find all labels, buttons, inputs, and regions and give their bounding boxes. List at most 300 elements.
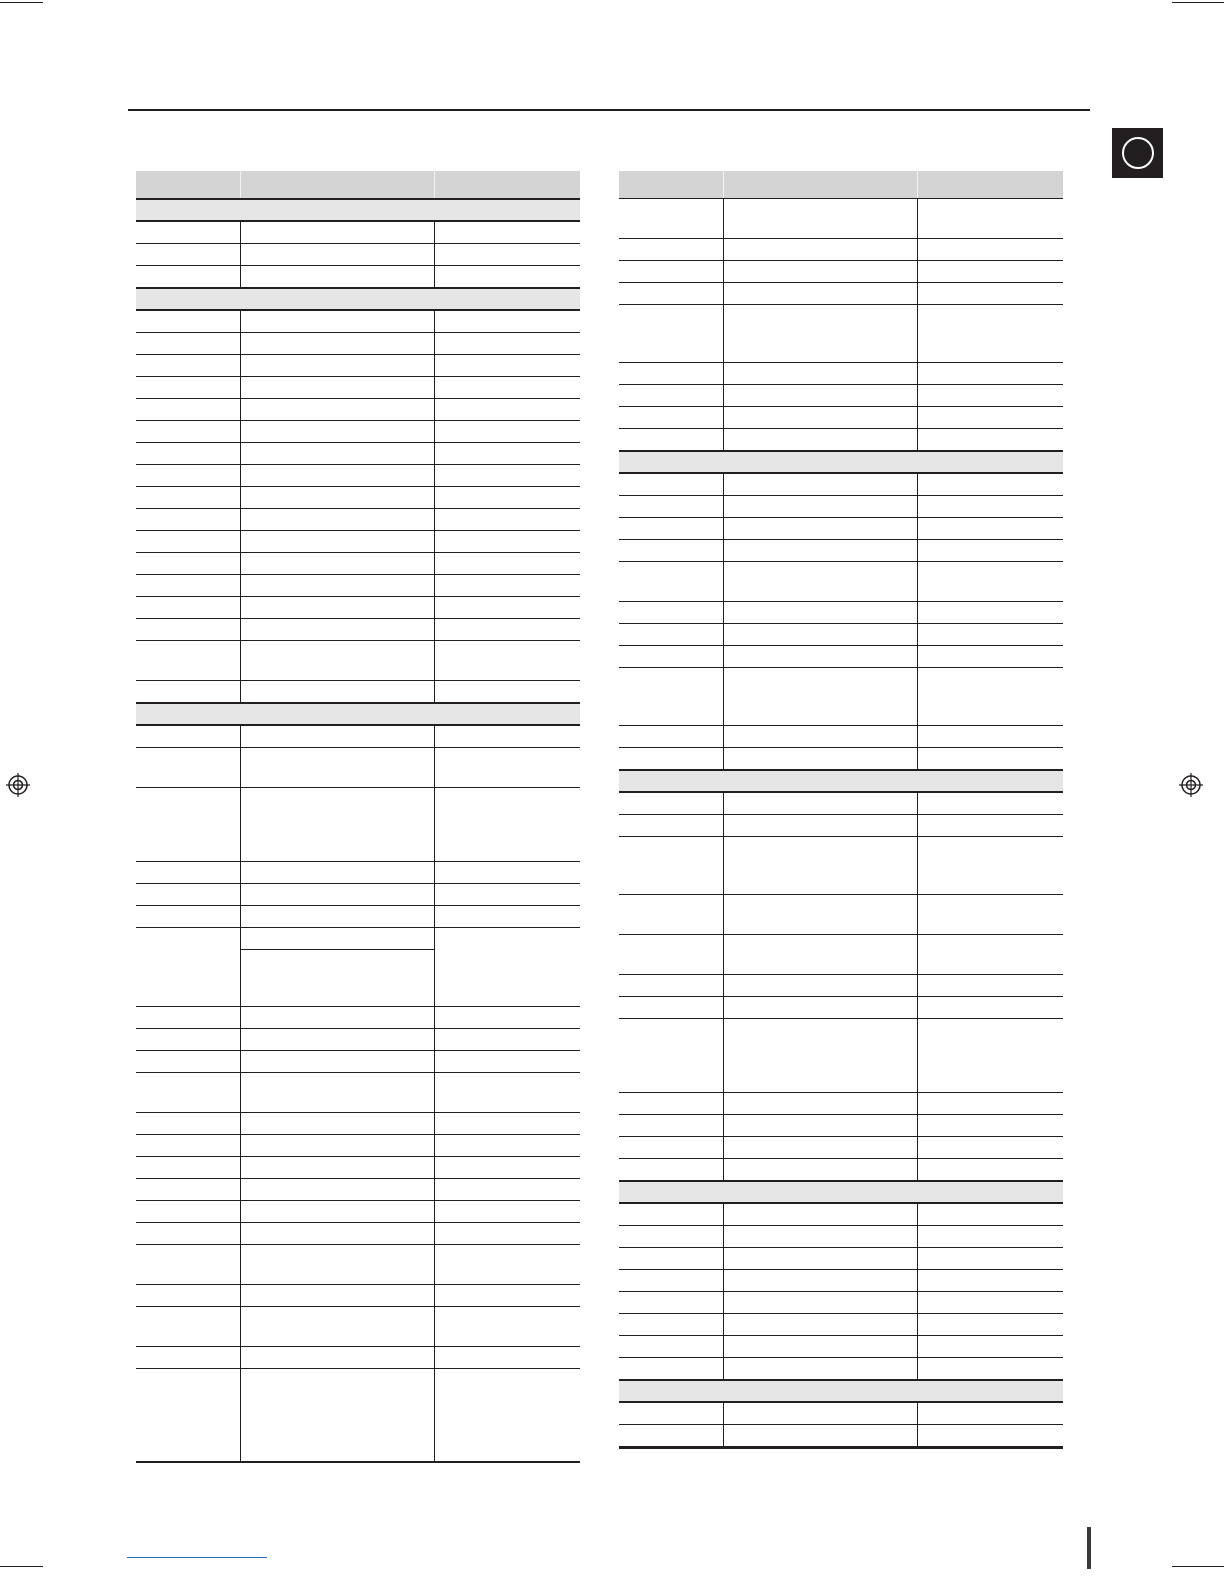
row-cell (619, 1137, 724, 1158)
row-cell (241, 1201, 435, 1222)
row-cell (136, 681, 241, 702)
row-cell (435, 1307, 580, 1346)
row-cell (241, 681, 435, 702)
row-cell (241, 244, 435, 265)
row-cell (918, 895, 1063, 934)
row-cell (918, 1204, 1063, 1225)
header-cell (619, 171, 724, 198)
table-row (619, 1093, 1063, 1115)
table-row (619, 668, 1063, 726)
row-cell (136, 1179, 241, 1200)
row-cell (136, 377, 241, 398)
row-cell (435, 1179, 580, 1200)
row-cell (619, 997, 724, 1018)
row-cell (619, 305, 724, 362)
registration-mark-right-icon (1179, 773, 1203, 797)
table-row (619, 518, 1063, 540)
table-row (136, 1369, 580, 1462)
row-cell (435, 222, 580, 243)
row-cell (136, 1051, 241, 1072)
row-cell (918, 474, 1063, 495)
table-row (136, 1179, 580, 1201)
row-cell (918, 363, 1063, 384)
table-row (619, 1204, 1063, 1226)
row-cell (241, 1007, 435, 1028)
row-cell (435, 641, 580, 680)
row-cell (241, 311, 435, 332)
row-cell (724, 1093, 918, 1114)
row-cell (136, 443, 241, 464)
row-cell (918, 975, 1063, 996)
table-row (136, 377, 580, 399)
row-cell (724, 975, 918, 996)
row-cell (918, 1115, 1063, 1136)
table-row (619, 261, 1063, 283)
table-row (619, 602, 1063, 624)
row-cell (136, 531, 241, 552)
row-cell (619, 496, 724, 517)
table-row (619, 385, 1063, 407)
row-cell (619, 540, 724, 561)
row-cell (724, 1425, 918, 1446)
crop-mark-bottom-left (0, 1566, 43, 1567)
row-cell (241, 553, 435, 574)
section-row (136, 199, 580, 222)
footer-link[interactable] (127, 1557, 267, 1558)
row-cell (619, 1425, 724, 1446)
row-cell (136, 641, 241, 680)
table-row (619, 1314, 1063, 1336)
section-label (136, 704, 580, 724)
row-cell (241, 884, 435, 905)
row-cell (241, 421, 435, 442)
table-row (136, 1051, 580, 1073)
row-cell (241, 1179, 435, 1200)
row-cell (918, 1292, 1063, 1313)
row-cell (918, 562, 1063, 601)
row-cell (435, 1201, 580, 1222)
row-cell (619, 1019, 724, 1092)
row-cell (724, 815, 918, 836)
table-row (136, 509, 580, 531)
row-cell (918, 283, 1063, 304)
row-cell (435, 1285, 580, 1306)
row-cell (724, 646, 918, 667)
row-cell (136, 1223, 241, 1244)
row-cell (619, 1226, 724, 1247)
row-cell (241, 1073, 435, 1112)
table-row (136, 531, 580, 553)
row-cell (241, 399, 435, 420)
row-cell (918, 540, 1063, 561)
row-cell (435, 575, 580, 596)
row-cell (241, 619, 435, 640)
row-cell (724, 1403, 918, 1424)
section-label (619, 1381, 1063, 1401)
table-row (619, 1403, 1063, 1425)
row-cell (619, 562, 724, 601)
row-cell (724, 540, 918, 561)
row-cell (619, 1358, 724, 1379)
table-row (136, 487, 580, 509)
row-cell (918, 1159, 1063, 1180)
row-cell (435, 1369, 580, 1461)
row-cell (435, 333, 580, 354)
row-cell (136, 748, 241, 787)
row-cell (435, 509, 580, 530)
spec-table-left (136, 171, 580, 1463)
row-cell (435, 928, 580, 1006)
row-cell (241, 1307, 435, 1346)
row-cell (619, 1248, 724, 1269)
row-cell (241, 597, 435, 618)
row-cell (619, 518, 724, 539)
header-cell (241, 171, 435, 198)
row-cell (724, 363, 918, 384)
row-cell (435, 487, 580, 508)
row-cell (136, 726, 241, 747)
table-row (136, 399, 580, 421)
row-cell (136, 1369, 241, 1461)
row-cell (435, 1347, 580, 1368)
row-cell (136, 266, 241, 287)
sub-cell (241, 928, 434, 950)
row-cell (241, 266, 435, 287)
row-cell (435, 681, 580, 702)
row-cell (724, 385, 918, 406)
row-cell (136, 465, 241, 486)
header-cell (136, 171, 241, 198)
row-cell (136, 1285, 241, 1306)
table-row (619, 748, 1063, 770)
row-cell (724, 837, 918, 894)
row-cell-split (241, 928, 435, 1006)
row-cell (918, 239, 1063, 260)
row-cell (724, 496, 918, 517)
row-cell (918, 793, 1063, 814)
row-cell (136, 928, 241, 1006)
table-header (136, 171, 580, 199)
row-cell (724, 1314, 918, 1335)
row-cell (435, 726, 580, 747)
row-cell (619, 1115, 724, 1136)
row-cell (241, 726, 435, 747)
row-cell (918, 496, 1063, 517)
row-cell (918, 261, 1063, 282)
row-cell (918, 1093, 1063, 1114)
table-row (136, 597, 580, 619)
row-cell (619, 1292, 724, 1313)
row-cell (435, 619, 580, 640)
row-cell (619, 975, 724, 996)
table-row (619, 305, 1063, 363)
table-row (136, 355, 580, 377)
table-row (136, 333, 580, 355)
row-cell (724, 1137, 918, 1158)
row-cell (435, 399, 580, 420)
table-row (619, 1137, 1063, 1159)
row-cell (136, 222, 241, 243)
table-row (136, 1285, 580, 1307)
row-cell (241, 788, 435, 861)
row-cell (918, 1358, 1063, 1379)
row-cell (136, 487, 241, 508)
row-cell (241, 465, 435, 486)
row-cell (136, 1157, 241, 1178)
section-row (619, 770, 1063, 793)
row-cell (619, 646, 724, 667)
table-row (136, 266, 580, 288)
table-row (619, 562, 1063, 602)
table-row (136, 928, 580, 1007)
row-cell (918, 305, 1063, 362)
crop-mark-bottom-right (1172, 1566, 1224, 1567)
row-cell (619, 1336, 724, 1357)
spec-table-right (619, 171, 1063, 1449)
row-cell (435, 311, 580, 332)
row-cell (619, 895, 724, 934)
row-cell (435, 465, 580, 486)
row-cell (724, 1336, 918, 1357)
row-cell (724, 562, 918, 601)
row-cell (136, 575, 241, 596)
row-cell (619, 1093, 724, 1114)
row-cell (918, 1226, 1063, 1247)
row-cell (918, 1270, 1063, 1291)
row-cell (241, 222, 435, 243)
row-cell (724, 1292, 918, 1313)
table-row (619, 997, 1063, 1019)
row-cell (918, 815, 1063, 836)
page-number-bar (1087, 1527, 1091, 1569)
row-cell (619, 385, 724, 406)
table-row (619, 239, 1063, 261)
row-cell (619, 726, 724, 747)
table-row (136, 244, 580, 266)
row-cell (918, 518, 1063, 539)
language-circle (1122, 137, 1154, 169)
row-cell (619, 363, 724, 384)
row-cell (435, 266, 580, 287)
row-cell (724, 1226, 918, 1247)
row-cell (918, 1019, 1063, 1092)
row-cell (136, 1307, 241, 1346)
row-cell (241, 531, 435, 552)
row-cell (136, 1245, 241, 1284)
header-cell (918, 171, 1063, 198)
row-cell (435, 1113, 580, 1134)
row-cell (136, 1113, 241, 1134)
section-label (619, 452, 1063, 472)
table-row (136, 884, 580, 906)
table-row (136, 619, 580, 641)
table-row (619, 837, 1063, 895)
section-row (136, 288, 580, 311)
row-cell (435, 597, 580, 618)
table-row (136, 788, 580, 862)
table-row (136, 1007, 580, 1029)
row-cell (918, 1248, 1063, 1269)
row-cell (136, 244, 241, 265)
row-cell (619, 837, 724, 894)
table-row (619, 1115, 1063, 1137)
row-cell (241, 1347, 435, 1368)
row-cell (724, 1248, 918, 1269)
row-cell (435, 1135, 580, 1156)
row-cell (724, 407, 918, 428)
table-row (619, 1019, 1063, 1093)
row-cell (918, 602, 1063, 623)
table-row (619, 1358, 1063, 1380)
language-tab (1112, 128, 1163, 178)
row-cell (241, 1051, 435, 1072)
row-cell (136, 906, 241, 927)
row-cell (241, 1157, 435, 1178)
row-cell (435, 244, 580, 265)
row-cell (241, 487, 435, 508)
row-cell (918, 748, 1063, 769)
row-cell (724, 1358, 918, 1379)
table-header (619, 171, 1063, 199)
row-cell (918, 1137, 1063, 1158)
row-cell (724, 261, 918, 282)
row-cell (619, 261, 724, 282)
row-cell (241, 1029, 435, 1050)
row-cell (619, 1204, 724, 1225)
row-cell (724, 199, 918, 238)
row-cell (136, 1135, 241, 1156)
table-row (136, 1157, 580, 1179)
row-cell (918, 624, 1063, 645)
row-cell (724, 1019, 918, 1092)
header-cell (724, 171, 918, 198)
row-cell (241, 333, 435, 354)
row-cell (435, 906, 580, 927)
table-row (619, 1226, 1063, 1248)
table-row (619, 935, 1063, 975)
row-cell (724, 624, 918, 645)
table-row (136, 1201, 580, 1223)
row-cell (619, 815, 724, 836)
row-cell (435, 355, 580, 376)
header-rule (128, 109, 1090, 111)
row-cell (435, 1029, 580, 1050)
row-cell (724, 305, 918, 362)
row-cell (724, 474, 918, 495)
row-cell (241, 906, 435, 927)
row-cell (724, 518, 918, 539)
row-cell (724, 283, 918, 304)
row-cell (241, 509, 435, 530)
row-cell (241, 1135, 435, 1156)
row-cell (918, 726, 1063, 747)
table-row (619, 199, 1063, 239)
section-row (619, 1181, 1063, 1204)
row-cell (136, 619, 241, 640)
row-cell (724, 239, 918, 260)
table-row (136, 222, 580, 244)
row-cell (918, 997, 1063, 1018)
row-cell (241, 748, 435, 787)
row-cell (435, 788, 580, 861)
table-row (136, 1135, 580, 1157)
row-cell (619, 602, 724, 623)
row-cell (241, 443, 435, 464)
row-cell (136, 862, 241, 883)
row-cell (724, 748, 918, 769)
section-label (136, 200, 580, 220)
table-row (619, 1425, 1063, 1447)
table-row (619, 283, 1063, 305)
table-row (136, 641, 580, 681)
row-cell (435, 1223, 580, 1244)
row-cell (724, 935, 918, 974)
row-cell (619, 283, 724, 304)
row-cell (724, 1204, 918, 1225)
row-cell (435, 1051, 580, 1072)
row-cell (619, 668, 724, 725)
row-cell (724, 895, 918, 934)
section-label (136, 289, 580, 309)
table-row (619, 540, 1063, 562)
row-cell (619, 793, 724, 814)
table-row (619, 793, 1063, 815)
row-cell (136, 311, 241, 332)
row-cell (241, 862, 435, 883)
row-cell (619, 407, 724, 428)
table-row (619, 1159, 1063, 1181)
row-cell (619, 624, 724, 645)
row-cell (724, 793, 918, 814)
row-cell (435, 1245, 580, 1284)
row-cell (241, 641, 435, 680)
crop-mark-top-right (1172, 2, 1224, 3)
row-cell (619, 1403, 724, 1424)
row-cell (435, 1157, 580, 1178)
row-cell (241, 377, 435, 398)
header-cell (435, 171, 580, 198)
table-row (619, 895, 1063, 935)
row-cell (918, 1425, 1063, 1446)
row-cell (136, 884, 241, 905)
row-cell (724, 602, 918, 623)
row-cell (136, 597, 241, 618)
row-cell (435, 1073, 580, 1112)
row-cell (435, 421, 580, 442)
table-row (619, 815, 1063, 837)
row-cell (241, 1285, 435, 1306)
section-label (619, 771, 1063, 791)
row-cell (435, 1007, 580, 1028)
row-cell (136, 399, 241, 420)
row-cell (724, 1270, 918, 1291)
row-cell (136, 553, 241, 574)
crop-mark-top-left (0, 2, 43, 3)
row-cell (918, 646, 1063, 667)
row-cell (918, 935, 1063, 974)
row-cell (136, 421, 241, 442)
row-cell (435, 862, 580, 883)
row-cell (918, 407, 1063, 428)
row-cell (724, 429, 918, 450)
row-cell (435, 748, 580, 787)
table-row (136, 1113, 580, 1135)
row-cell (619, 474, 724, 495)
row-cell (724, 1115, 918, 1136)
table-row (136, 443, 580, 465)
row-cell (619, 1270, 724, 1291)
table-row (619, 975, 1063, 997)
